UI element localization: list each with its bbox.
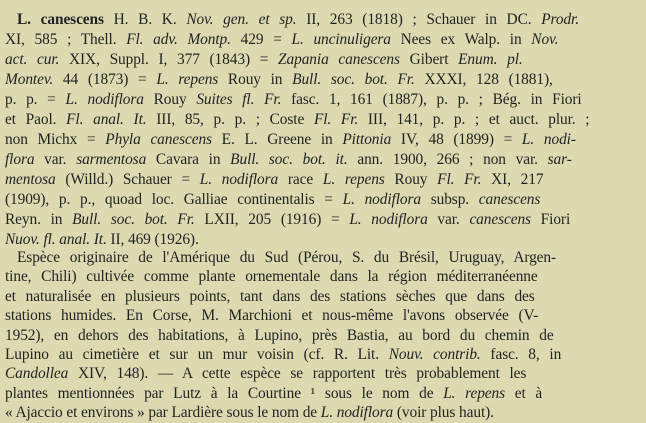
text-run: XIX, Suppl. I, 377 (1843) = (59, 51, 279, 68)
italic-text: Fl. Fr. (313, 111, 359, 128)
text-run: et Paol. (5, 111, 67, 128)
italic-text: canescens (478, 191, 541, 208)
italic-text: L. repens (156, 71, 219, 88)
description-line (5, 267, 538, 287)
italic-text: sar- (547, 151, 572, 168)
text-run: Gibert (399, 51, 459, 68)
text-run: 1952), en dehors des habitations, à Lupino, près Bastia, au bord du chemin de (5, 326, 554, 344)
text-run: fasc. 8, in (480, 346, 562, 363)
entry-line (5, 210, 570, 230)
description-line (5, 364, 526, 384)
italic-text: L. nodiflora (342, 191, 421, 208)
text-run: (1909), p. p., quoad loc. Galliae continentalis = (5, 191, 343, 208)
italic-text: canescens (469, 211, 531, 228)
italic-text: Fl. adv. Montp. (126, 31, 231, 48)
italic-text: flora (5, 151, 35, 168)
text-run: subsp. (420, 191, 479, 208)
italic-text: Montev. (5, 71, 54, 88)
text-run: XI, 217 (481, 171, 544, 188)
italic-text: Pittonia (342, 131, 392, 148)
description-line (5, 306, 538, 326)
italic-text: L. nodiflora (349, 211, 428, 228)
italic-text: L. repens (443, 384, 506, 402)
italic-text: L. uncinuligera (291, 31, 391, 48)
text-run: XIV, 148). — A cette espèce se rapportent très probablement les (68, 365, 527, 383)
text-run: p. p. = (5, 91, 66, 108)
text-run: Rouy (143, 91, 197, 108)
text-run: fasc. 1, 161 (1887), p. p. ; Bég. in Fiori (281, 91, 582, 108)
text-run: 44 (1873) = (53, 71, 157, 88)
text-run: Rouy in (218, 71, 293, 88)
italic-text: act. cur. (5, 51, 60, 68)
italic-text: Phyla canescens (105, 131, 212, 148)
description-line (17, 248, 556, 268)
italic-text: L. nodiflora (65, 91, 144, 108)
italic-text: Candollea (5, 365, 69, 383)
text-run: Rouy (384, 171, 438, 188)
description-line (5, 326, 554, 346)
entry-line (5, 90, 582, 110)
text-run: LXII, 205 (1916) = (194, 211, 350, 228)
text-run: III, 141, p. p. ; et auct. plur. ; (358, 111, 590, 128)
entry-line (5, 130, 576, 150)
entry-line (5, 190, 540, 210)
italic-text: sarmentosa (76, 151, 147, 168)
text-run: stations humides. En Corse, M. Marchioni et nous-même l'avons observée (V- (5, 307, 539, 325)
text-run: ann. 1900, 266 ; non var. (347, 151, 548, 168)
text-run: Fiori (530, 211, 571, 228)
text-run: tine, Chili) cultivée comme plante ornementale dans la région méditerranéenne (5, 268, 538, 286)
entry-line (5, 170, 543, 190)
text-run: Nees ex Walp. in (390, 31, 532, 48)
entry-line (5, 110, 589, 130)
entry-line (5, 50, 523, 70)
description-line (5, 384, 542, 404)
text-run: (voir plus haut). (393, 404, 494, 422)
italic-text: Nov. (531, 31, 559, 48)
text-run: II, 263 (1818) ; Schauer in DC. (296, 11, 542, 28)
text-run: plantes mentionnées par Lutz à la Courtine ¹ sous le nom de (5, 384, 444, 402)
text-run: var. (34, 151, 77, 168)
italic-text: Fl. anal. It. (66, 111, 147, 128)
text-run: var. (427, 211, 470, 228)
text-run: Lupino au cimetière et sur un mur voisin (cf. R. Lit. (5, 346, 389, 363)
entry-line (17, 10, 579, 30)
text-run: H. B. K. (103, 11, 187, 28)
text-run: non Michx = (5, 131, 106, 148)
text-run: Reyn. in (5, 211, 73, 228)
italic-text: Nouv. contrib. (388, 346, 481, 363)
italic-text: L. nodiflora (199, 171, 279, 188)
description-line (5, 287, 535, 307)
entry-line (5, 70, 553, 90)
italic-text: Fl. Fr. (437, 171, 482, 188)
italic-text: Bull. soc. bot. it. (230, 151, 348, 168)
text-run: II, 469 (1926). (106, 231, 199, 248)
text-run: IV, 48 (1899) = (391, 131, 522, 148)
text-run: et naturalisée en plusieurs points, tant dans des stations sèches que dans des (5, 287, 535, 305)
text-run: III, 85, p. p. ; Coste (146, 111, 314, 128)
entry-line (5, 30, 558, 50)
text-run: Espèce originaire de l'Amérique du Sud (Pérou, S. du Brésil, Uruguay, Argen- (17, 249, 557, 266)
italic-text: Bull. soc. bot. Fr. (292, 71, 415, 88)
italic-text: Nov. gen. et sp. (186, 11, 297, 28)
italic-text: L. nodiflora (320, 404, 394, 422)
text-run: « Ajaccio et environs » par Lardière sous le nom de (5, 404, 321, 422)
text-run: race (278, 171, 323, 188)
entry-line (5, 230, 199, 250)
italic-text: Zapania canescens (278, 51, 400, 68)
description-line (5, 403, 494, 423)
description-line (5, 345, 561, 365)
bold-heading: L. canescens (17, 11, 104, 28)
italic-text: Suites fl. Fr. (196, 91, 282, 108)
italic-text: L. nodi- (521, 131, 576, 148)
italic-text: Bull. soc. bot. Fr. (72, 211, 195, 228)
text-run: 429 = (230, 31, 292, 48)
text-run: et à (505, 384, 543, 402)
text-run: XI, 585 ; Thell. (5, 31, 127, 48)
italic-text: Nuov. fl. anal. It. (5, 231, 107, 248)
text-run: E. L. Greene in (211, 131, 343, 148)
italic-text: mentosa (5, 171, 56, 188)
italic-text: Enum. pl. (458, 51, 523, 68)
text-run: (Willd.) Schauer = (55, 171, 200, 188)
text-run: Cavara in (146, 151, 231, 168)
text-run: XXXI, 128 (1881), (414, 71, 553, 88)
entry-line (5, 150, 572, 170)
italic-text: L. repens (322, 171, 385, 188)
italic-text: Prodr. (541, 11, 579, 28)
